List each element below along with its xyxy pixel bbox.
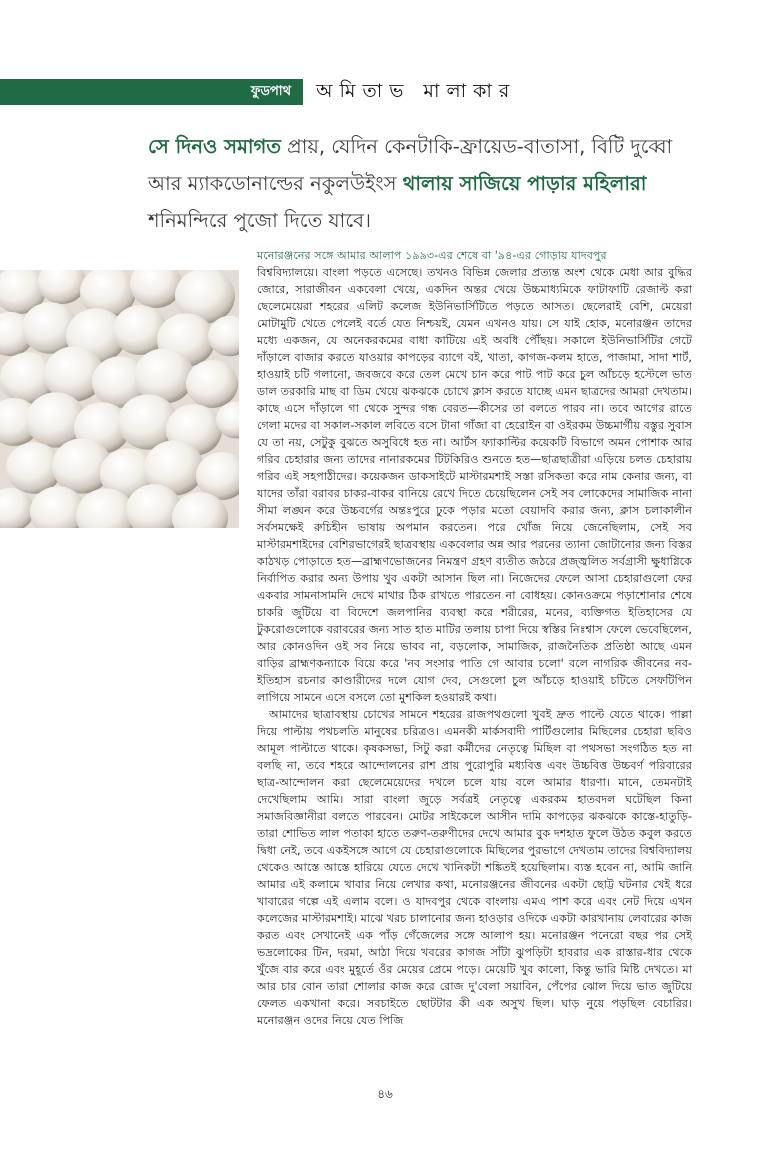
- batasha-illustration: [0, 270, 239, 528]
- batasha-piece: [186, 360, 238, 408]
- article-body: [257, 247, 692, 1029]
- deck-pull-quote: [148, 128, 693, 239]
- page-number: ৪৬: [377, 1087, 393, 1101]
- section-band: [0, 79, 303, 105]
- author-name: অমিতাভ মালাকার: [316, 80, 517, 102]
- deck-text-2: শনিমন্দিরে পুজো দিতে যাবে।: [148, 209, 371, 232]
- batasha-photo: [0, 270, 239, 528]
- section-label: ফুডপাথ: [250, 84, 291, 99]
- article-paragraph-1: বিশ্ববিদ্যালয়ে। বাংলা পড়তে এসেছে। তখনও বিভিন্ন জেলার প্রত্যন্ত অংশ থেকে মেধা আর বুদ্ধির জোরে, সারাজীবন একবেলা খেয়ে, একদিন অন্তর খেয়ে উচ্চমাধ্যমিকে ফাটাফাটি রেজাল্ট করা ছেলেমেয়েরা শহরের এলিট কলেজ ইউনিভার্সিটিতে পড়তে আসত। ছেলেরাই বেশি, মেয়েরা মোটামুটি খেতে পেলেই বর্তে যেত নিশ্চয়ই, যেমন এখনও যায়। সে যাই হোক, মনোরঞ্জন তাদের মধ্যে একজন, যে অনেকরকমের বাধা কাটিয়ে এই অবধি পৌঁছয়। সকালে ইউনিভার্সিটির গেটে দাঁড়ালে বাজার করতে যাওয়ার কাপড়ের ব্যাগে বই, খাতা, কাগজ-কলম হাতে, পাজামা, সাদা শার্ট, হাওয়াই চটি গলানো, জবজবে করে তেল মেখে চান করে পাট পাট করে চুল আঁচড়ে হস্টেলে ভাত ডাল তরকারি মাছ বা ডিম খেয়ে ঝকঝকে চোখে ক্লাস করতে যাচ্ছে এমন ছাত্রদের আমরা দেখতাম। কাছে এসে দাঁড়ালে গা থেকে সুন্দর গন্ধ বেরত—কীসের তা বলতে পারব না। তবে আগের রাতে গেলা মদের বা সকাল-সকাল লবিতে বসে টানা গাঁজা বা হেরোইন বা ওইরকম উচ্চমার্গীয় বস্তুর সুবাস যে তা নয়, সেটুকু বুঝতে অসুবিধে হত না। আর্টস ফ্যাকাল্টির কয়েকটি বিভাগে অমন পোশাক আর গরিব চেহারার জন্য তাদের নানারকমের টিটকিরিও শুনতে হত—ছাত্রছাত্রীরা এড়িয়ে চলত চেহারায় গরিব এই সহপাঠীদের। কয়েকজন ডাকসাইটে মাস্টারমশাই সস্তা রসিকতা করে নাম কেনার জন্য, বা যাদের তাঁরা বরাবর চাকর-বাকর বানিয়ে রেখে দিতে চেয়েছিলেন সেই সব লোকেদের সামাজিক নানা সীমা লঙ্ঘন করে উচ্চবর্গের অন্তঃপুরে ঢুকে পড়ার মতো বেয়াদবি করার জন্য, ক্লাস চলাকালীন সর্বসমক্ষেই রুচিহীন ভাষায় অপমান করতেন। পরে খোঁজ নিয়ে জেনেছিলাম, সেই সব মাস্টারমশাইদের বেশিরভাগেরই ছাত্রবস্থায় একবেলার অন্ন আর পরনের ত্যানা জোটানোর জন্য বিস্তর কাঠখড় পোড়াতে হত—ব্রাহ্মণভোজনের নিমন্ত্রণ গ্রহণ ব্যতীত জঠরে প্রজ্জ্বলিত সর্বগ্রাসী ক্ষুধাগ্নিকে নির্বাপিত করার অন্য উপায় খুব একটা আসান ছিল না। নিজেদের ফেলে আসা চেহারাগুলো ফের একবার সামনাসামনি দেখে মাথার ঠিক রাখতে পারতেন না বোধহয়। কোনওক্রমে পড়াশোনার শেষে চাকরি জুটিয়ে বা বিদেশে জলপানির ব্যবস্থা করে শরীরের, মনের, ব্যক্তিগত ইতিহাসের যে টুকরোগুলোকে বরাবরের জন্য সাত হাত মাটির তলায় চাপা দিয়ে স্বস্তির নিঃশ্বাস ফেলে ভেবেছিলেন, আর কোনওদিন ওই সব নিয়ে ভাবব না, বড়লোক, সামাজিক, রাজনৈতিক প্রতিষ্ঠা আছে এমন বাড়ির ব্রাহ্মণকন্যাকে বিয়ে করে 'নব সংসার পাতি গে আবার চলো' বলে নাগরিক জীবনের নব-ইতিহাস রচনার কাণ্ডারীদের দলে যোগ দেব, সেগুলো চুল আঁচড়ে হাওয়াই চটিতে সেফটিপিন লাগিয়ে সামনে এসে বসলে তো মুশকিল হওয়ারই কথা।: [257, 266, 692, 704]
- deck-text-1: প্রায়, যেদিন কেনটাকি-ফ্রায়েড-বাতাসা, বিটি দুব্বো আর ম্যাকডোনাল্ডের নকুলউইংস: [148, 135, 673, 195]
- article-paragraph-2: আমাদের ছাত্রাবস্থায় চোখের সামনে শহরের রাজপথগুলো খুবই দ্রুত পাল্টে যেতে থাকে। পাল্লা দিয়ে পাল্টায় পথচলতি মানুষের চরিত্রও। এমনকী মার্কসবাদী পার্টিগুলোর মিছিলের চেহারা ছবিও আমূল পাল্টাতে থাকে। কৃষকসভা, সিটু করা কর্মীদের নেতৃত্বে মিছিল বা পথসভা সংগঠিত হত না বলছি না, তবে শহরে আন্দোলনের রাশ প্রায় পুরোপুরি মধ্যবিত্ত এবং উচ্চবিত্ত উচ্চবর্ণ পরিবারের ছাত্র-আন্দোলন করা ছেলেমেয়েদের দখলে চলে যায় বলে আমার ধারণা। মানে, তেমনটাই দেখেছিলাম আমি। সারা বাংলা জুড়ে সর্বত্রই নেতৃত্বে একরকম হাতবদল ঘটেছিল কিনা সমাজবিজ্ঞানীরা বলতে পারবেন। মোটর সাইকেলে আসীন দামি কাপড়ের ঝকঝকে কাস্তে-হাতুড়ি-তারা শোভিত লাল পতাকা হাতে তরুণ-তরুণীদের দেখে আমার বুক দশহাত ফুলে উঠত কবুল করতে দ্বিধা নেই, তবে একইসঙ্গে আগে যে চেহারাগুলোকে মিছিলের পুরভাগে দেখতাম তাদের বিশ্ববিদ্যালয় থেকেও আস্তে আস্তে হারিয়ে যেতে দেখে খানিকটা শঙ্কিতই হয়েছিলাম। ব্যস্ত হবেন না, আমি জানি আমার এই কলামে খাবার নিয়ে লেখার কথা, মনোরঞ্জনের জীবনের একটা ছোট্ট ঘটনার খেই ধরে খাবারের গল্পে এই এলাম বলে। ও যাদবপুর থেকে বাংলায় এমএ পাশ করে এবং নেট দিয়ে এখন কলেজের মাস্টারমশাই। মাঝে খরচ চালানোর জন্য হাওড়ার ওদিকে একটা কারখানায় লেবারের কাজ করত এবং সেখানেই এক পাঁড় গেঁজেলের সঙ্গে আলাপ হয়। মনোরঞ্জন পনেরো বছর পর সেই ভদ্রলোকের টিন, দরমা, আঠা দিয়ে খবরের কাগজ সাঁটা ঝুপড়িটা হাবরার এক রাস্তার-ধার থেকে খুঁজে বার করে এবং মুহূর্তে ওঁর মেয়ের প্রেমে পড়ে। মেয়েটি খুব কালো, কিন্তু ভারি মিষ্টি দেখতে। মা আর চার বোন তারা শোলার কাজ করে রোজ দু'বেলা সয়াবিন, পেঁপের ঝোল দিয়ে ভাত জুটিয়ে ফেলত একখানা করে। সবচাইতে ছোটটার কী এক অসুখ ছিল। ঘাড় নুয়ে পড়ছিল বেচারির। মনোরঞ্জন ওদের নিয়ে যেত পিজি: [257, 708, 692, 1027]
- deck-highlight-1: সে দিনও সমাগত: [148, 135, 281, 158]
- article-lead-line: মনোরঞ্জনের সঙ্গে আমার আলাপ ১৯৯৩-এর শেষে বা '৯৪-এর গোড়ায় যাদবপুর: [257, 249, 607, 262]
- deck-highlight-2: থালায় সাজিয়ে পাড়ার মহিলারা: [402, 172, 647, 195]
